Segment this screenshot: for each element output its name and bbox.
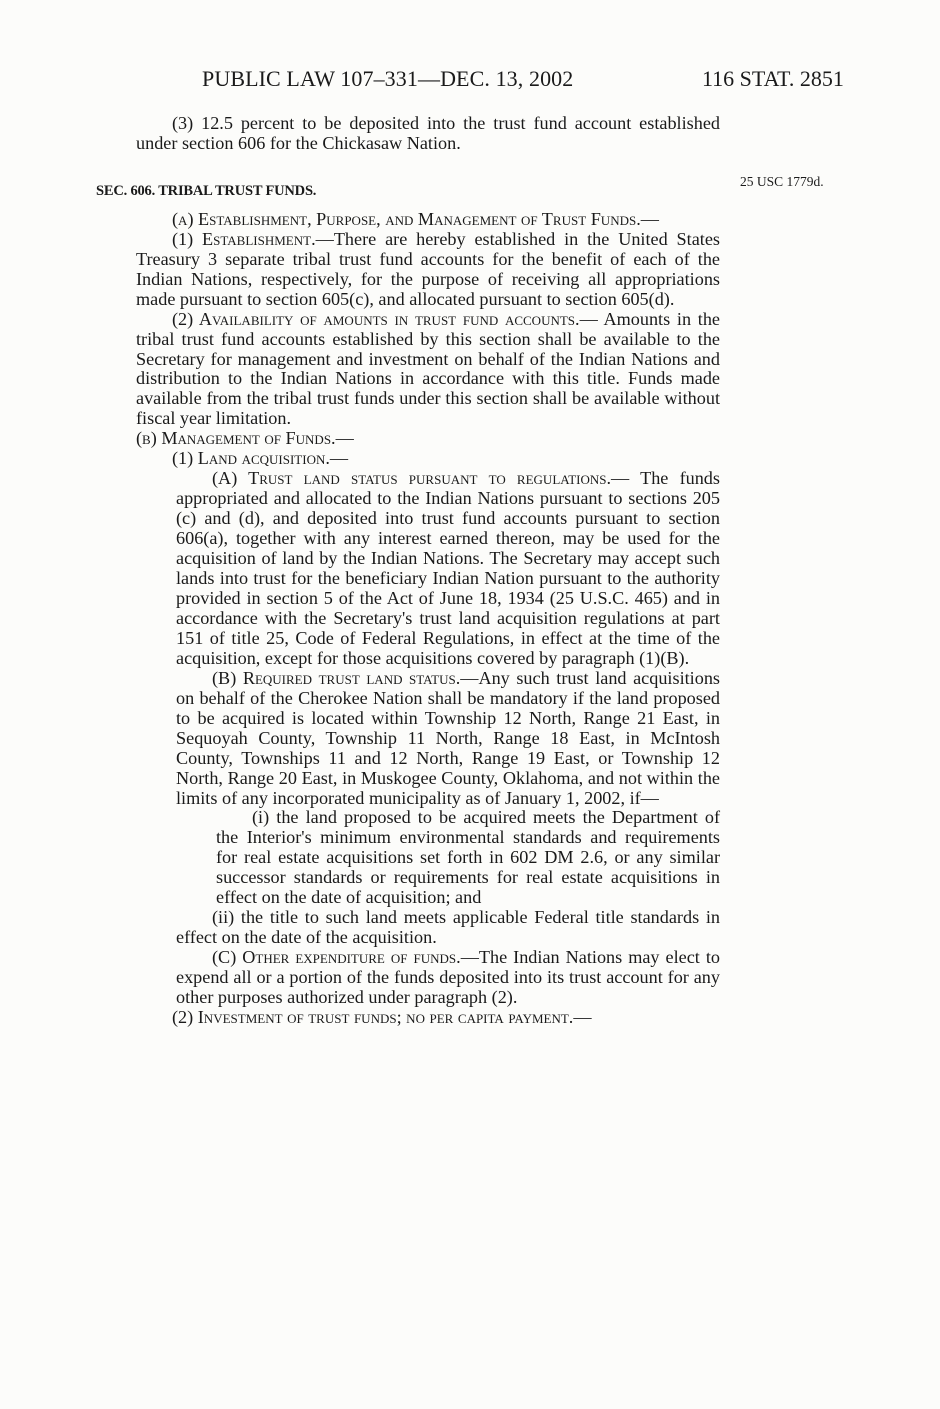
subsection-b-heading <box>136 429 720 449</box>
subparagraph-b1B <box>136 669 720 809</box>
paragraph-b2-label: (2) Investment of trust funds; no per capita payment.— <box>172 1006 592 1027</box>
body-text <box>96 113 721 1028</box>
paragraph-3: (3) 12.5 percent to be deposited into the trust fund account established under section 606 for the Chickasaw Nation. <box>136 113 720 153</box>
subparagraph-b1B-heading: (B) Required trust land status. <box>212 667 461 688</box>
usc-margin-citation: 25 USC 1779d. <box>740 174 824 189</box>
paragraph-a1 <box>136 230 720 310</box>
subparagraph-b1C <box>136 948 720 1008</box>
paragraph-a2-text: — Amounts in the tribal trust fund accounts established by this section shall be available to the Secretary for management and investment on behalf of the Indian Nations and distribution to the Indian Nations in accordance with this title. Funds made available from the tribal trust funds under this section shall be available without fiscal year limitation. <box>136 308 720 429</box>
clause-i: (i) the land proposed to be acquired meets the Department of the Interior's minimum environmental standards and requirements for real estate acquisitions set forth in 602 DM 2.6, or any similar successor standards or requirements for real estate acquisitions in effect on the date of acquisition; and <box>216 807 720 908</box>
subparagraph-b1A-heading: (A) Trust land status pursuant to regulations. <box>212 468 612 489</box>
running-header-title: PUBLIC LAW 107–331—DEC. 13, 2002 <box>202 66 574 91</box>
subsection-a-heading <box>136 210 720 230</box>
paragraph-a2-heading: (2) Availability of amounts in trust fund accounts. <box>172 308 580 329</box>
paragraph-a1-text: —There are hereby established in the United States Treasury 3 separate tribal trust fund accounts for the benefit of each of the Indian Nations, respectively, for the purpose of receiving all appropriations made pursuant to section 605(c), and allocated pursuant to section 605(d). <box>136 228 720 309</box>
paragraph-b1-heading <box>136 449 720 469</box>
paragraph-b2-heading <box>136 1008 720 1028</box>
paragraph-a1-heading: (1) Establishment. <box>172 228 316 249</box>
section-heading: SEC. 606. TRIBAL TRUST FUNDS. <box>96 182 317 199</box>
subparagraph-b1A-text: — The funds appropriated and allocated to the Indian Nations pursuant to sections 205 (c) and (d), and deposited into trust fund accounts pursuant to section 606(a), together with any interest earned thereon, may be used for the acquisition of land by the Indian Nations. The Secretary may accept such lands into trust for the beneficiary Indian Nation pursuant to the authority provided in section 5 of the Act of June 18, 1934 (25 U.S.C. 465) and in accordance with the Secretary's trust land acquisition regulations at part 151 of title 25, Code of Federal Regulations, in effect at the time of the acquisition, except for those acquisitions covered by paragraph (1)(B). <box>176 468 720 668</box>
statute-page-number: 116 STAT. 2851 <box>702 66 844 91</box>
clause-ii: (ii) the title to such land meets applicable Federal title standards in effect on the date of the acquisition. <box>176 907 720 948</box>
paragraph-a2 <box>136 310 720 430</box>
paragraph-b1-label: (1) Land acquisition.— <box>172 448 349 469</box>
subsection-b-label: (b) Management of Funds.— <box>136 428 354 449</box>
subparagraph-b1C-text: —The Indian Nations may elect to expend all or a portion of the funds deposited into its trust account for any other purposes authorized under paragraph (2). <box>176 947 721 1008</box>
subparagraph-b1C-heading: (C) Other expenditure of funds. <box>212 947 461 968</box>
subparagraph-b1A <box>136 469 720 669</box>
subparagraph-b1B-text: —Any such trust land acquisitions on behalf of the Cherokee Nation shall be mandatory if the land proposed to be acquired is located within Township 12 North, Range 21 East, in Sequoyah County, Township 11 North, Range 18 East, in McIntosh County, Townships 11 and 12 North, Range 19 East, or Township 12 North, Range 20 East, in Muskogee County, Oklahoma, and not within the limits of any incorporated municipality as of January 1, 2002, if— <box>176 667 720 808</box>
subsection-a-label: (a) Establishment, Purpose, and Management of Trust Funds.— <box>172 208 659 229</box>
